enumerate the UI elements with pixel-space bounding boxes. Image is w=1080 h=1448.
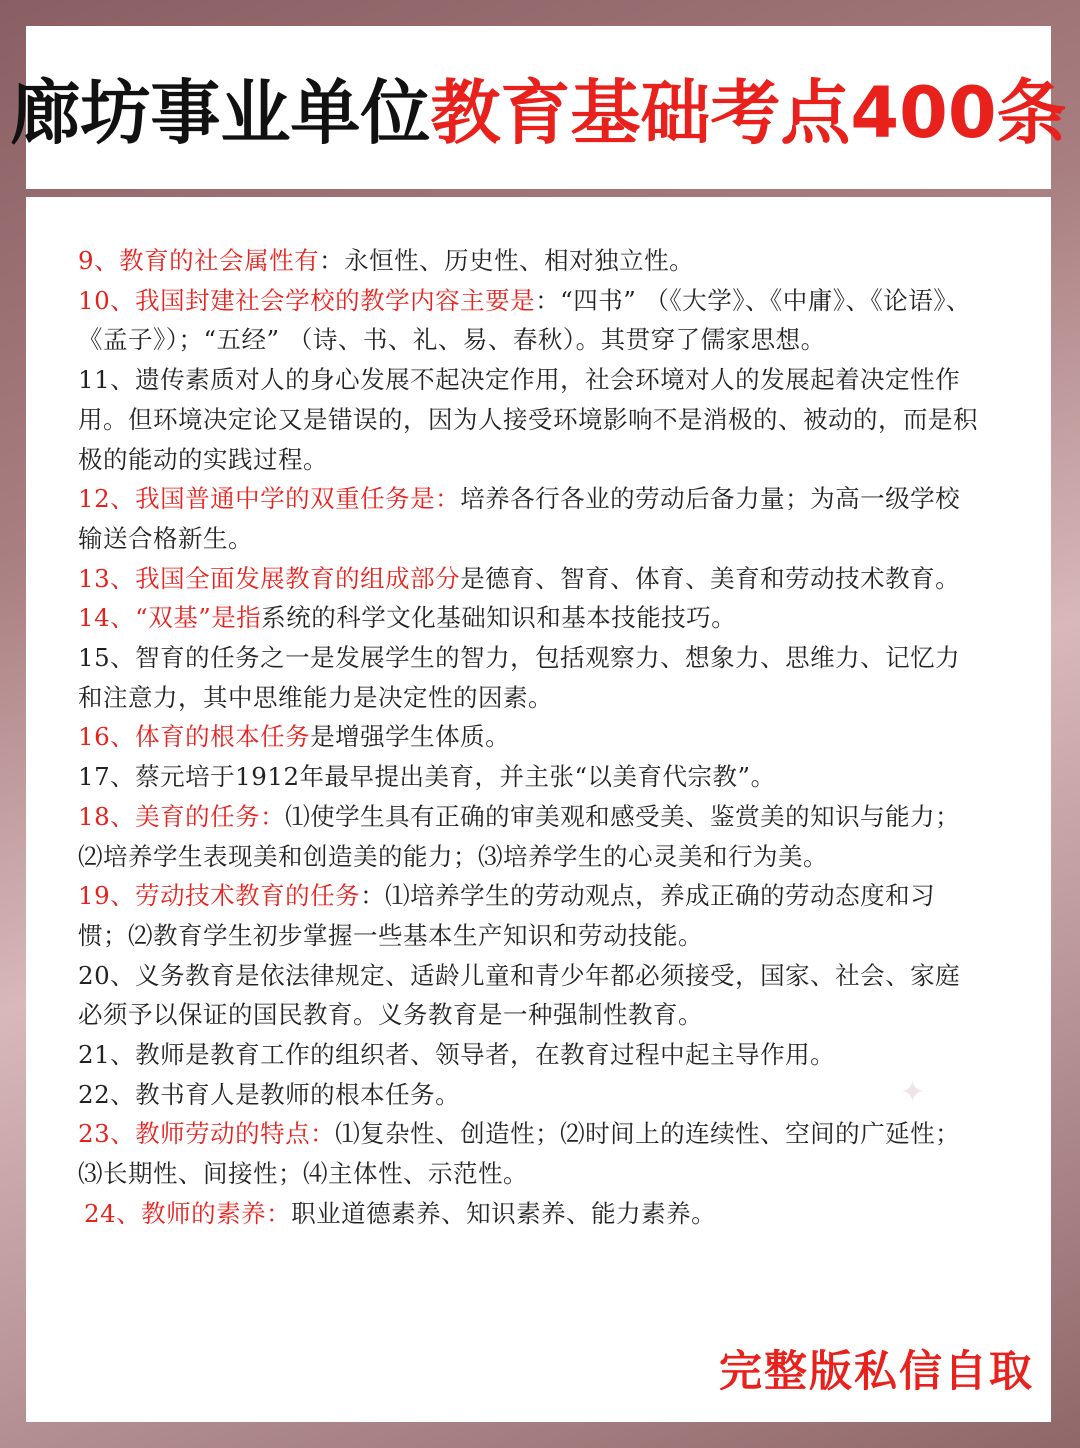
item-highlight: 13、我国全面发展教育的组成部分 [78,563,461,593]
item-text: 20、义务教育是依法律规定、适龄儿童和青少年都必须接受，国家、社会、家庭必须予以保证的国民教育。义务教育是一种强制性教育。 [78,960,961,1030]
item-text: 15、智育的任务之一是发展学生的智力，包括观察力、想象力、思维力、记忆力和注意力，其中思维能力是决定性的因素。 [78,643,961,712]
item-highlight: 23、教师劳动的特点： [78,1119,336,1149]
item-text: 17、蔡元培于1912年最早提出美育，并主张“以美育代宗教”。 [78,762,776,792]
item-text: 系统的科学文化基础知识和基本技能技巧。 [261,603,737,633]
title-banner [10,26,1067,189]
item-highlight: 12、我国普通中学的双重任务是： [78,484,461,514]
item-text: ⑴复杂性、创造性；⑵时间上的连续性、空间的广延性；⑶长期性、间接性；⑷主体性、示范性。 [78,1119,961,1189]
item-text: 11、遗传素质对人的身心发展不起决定作用，社会环境对人的发展起着决定性作用。但环境决定论又是错误的，因为人接受环境影响不是消极的、被动的，而是积极的能动的实践过程。 [78,365,978,474]
item-highlight: 9、教育的社会属性有 [78,246,320,275]
list-item [78,876,981,955]
list-item [78,360,981,479]
item-text: ⑴使学生具有正确的审美观和感受美、鉴赏美的知识与能力；⑵培养学生表现美和创造美的能力；⑶培养学生的心灵美和行为美。 [78,801,961,871]
content-card [26,197,1051,1422]
list-item [78,479,981,558]
list-item [78,598,981,638]
list-item [78,757,981,797]
list-item [78,956,981,1035]
list-item [78,717,981,757]
footer-cta: 完整版私信自取 [719,1347,1034,1397]
item-highlight: 10、我国封建社会学校的教学内容主要是 [78,285,536,315]
item-text: 是德育、智育、体育、美育和劳动技术教育。 [460,563,961,593]
item-highlight: 16、体育的根本任务 [78,722,311,752]
item-text: ：“四书” （《大学》、《中庸》、《论语》、《孟子》）；“五经” （诗、书、礼、易、春秋）。其贯穿了儒家思想。 [78,285,972,355]
list-item [78,241,981,281]
item-highlight: 24、教师的素养： [84,1198,292,1228]
item-highlight: 19、劳动技术教育的任务 [78,881,361,911]
item-highlight: 14、“双基”是指 [78,603,262,633]
item-text: ：永恒性、历史性、相对独立性。 [319,246,695,275]
list-item [78,797,981,876]
list-item [78,559,981,599]
title-black-part: 廊坊事业单位 [10,72,431,154]
item-text: 21、教师是教育工作的组织者、领导者，在教育过程中起主导作用。 [78,1040,836,1070]
item-text: ：⑴培养学生的劳动观点，养成正确的劳动态度和习惯；⑵教育学生初步掌握一些基本生产知识和劳动技能。 [78,881,936,950]
list-item [78,1194,981,1234]
item-text: 是增强学生体质。 [310,722,511,752]
list-item [78,1114,981,1193]
item-highlight: 18、美育的任务： [78,801,286,831]
item-text: 22、教书育人是教师的根本任务。 [78,1079,461,1109]
list-item [78,1035,981,1075]
item-text: 培养各行各业的劳动后备力量；为高一级学校输送合格新生。 [78,484,961,553]
list-item [78,638,981,717]
list-item [78,281,981,360]
sparkle-icon: ✦ [900,1075,926,1110]
item-text: 职业道德素养、知识素养、能力素养。 [291,1198,717,1228]
list-item [78,1075,981,1115]
title-red-part: 教育基础考点400条 [430,72,1067,154]
